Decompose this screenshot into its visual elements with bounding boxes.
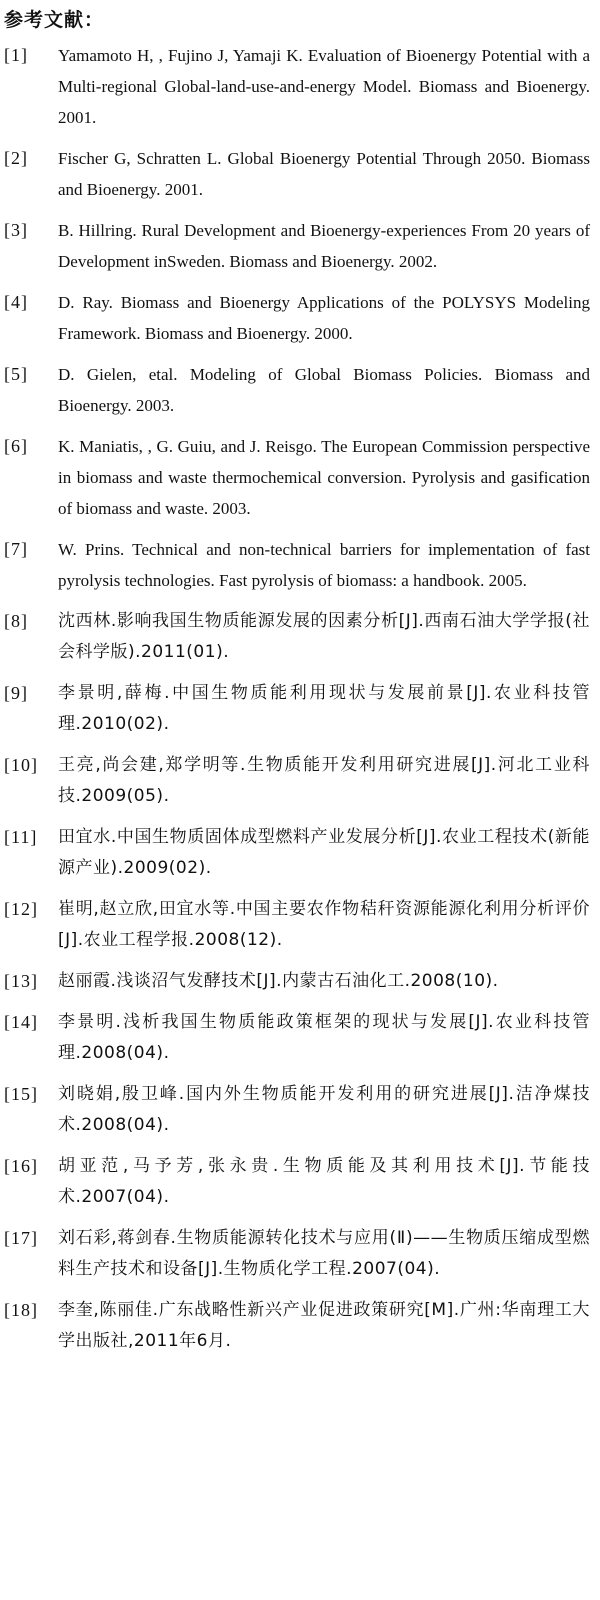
reference-text: 刘石彩,蒋剑春.生物质能源转化技术与应用(Ⅱ)——生物质压缩成型燃料生产技术和设备[J].生物质化学工程.2007(04). — [58, 1228, 590, 1279]
reference-number: [8] — [4, 611, 28, 631]
reference-number: [18] — [4, 1300, 38, 1320]
reference-text: Yamamoto H, , Fujino J, Yamaji K. Evaluation of Bioenergy Potential with a Multi-regional Global-land-use-and-energy Model. Biomass and Bioenergy. 2001. — [58, 46, 590, 127]
reference-text: Fischer G, Schratten L. Global Bioenergy Potential Through 2050. Biomass and Bioenergy. 2001. — [58, 149, 590, 199]
reference-item — [4, 359, 590, 421]
reference-number: [3] — [4, 220, 28, 240]
reference-number: [6] — [4, 436, 28, 456]
reference-item — [4, 287, 590, 349]
reference-item — [4, 1223, 590, 1285]
reference-text: D. Ray. Biomass and Bioenergy Applications of the POLYSYS Modeling Framework. Biomass and Bioenergy. 2000. — [58, 293, 590, 343]
reference-item — [4, 822, 590, 884]
reference-number: [10] — [4, 755, 38, 775]
reference-text: D. Gielen, etal. Modeling of Global Biomass Policies. Biomass and Bioenergy. 2003. — [58, 365, 590, 415]
reference-item — [4, 1295, 590, 1357]
reference-text: 李奎,陈丽佳.广东战略性新兴产业促进政策研究[M].广州:华南理工大学出版社,2011年6月. — [58, 1300, 590, 1351]
reference-item — [4, 1151, 590, 1213]
reference-text: W. Prins. Technical and non-technical barriers for implementation of fast pyrolysis technologies. Fast pyrolysis of biomass: a handbook. 2005. — [58, 540, 590, 590]
reference-text: 李景明.浅析我国生物质能政策框架的现状与发展[J].农业科技管理.2008(04). — [58, 1012, 590, 1063]
reference-item — [4, 431, 590, 524]
reference-number: [5] — [4, 364, 28, 384]
reference-item — [4, 40, 590, 133]
reference-item — [4, 606, 590, 668]
reference-item — [4, 143, 590, 205]
reference-text: 崔明,赵立欣,田宜水等.中国主要农作物秸秆资源能源化利用分析评价[J].农业工程学报.2008(12). — [58, 899, 590, 950]
reference-item — [4, 750, 590, 812]
reference-item — [4, 1079, 590, 1141]
reference-number: [4] — [4, 292, 28, 312]
reference-text: 田宜水.中国生物质固体成型燃料产业发展分析[J].农业工程技术(新能源产业).2009(02). — [58, 827, 590, 878]
reference-text: 刘晓娟,殷卫峰.国内外生物质能开发利用的研究进展[J].洁净煤技术.2008(04). — [58, 1084, 590, 1135]
reference-text: 沈西林.影响我国生物质能源发展的因素分析[J].西南石油大学学报(社会科学版).2011(01). — [58, 611, 590, 662]
reference-number: [2] — [4, 148, 28, 168]
reference-item — [4, 534, 590, 596]
reference-number: [12] — [4, 899, 38, 919]
reference-number: [11] — [4, 827, 38, 847]
reference-item — [4, 894, 590, 956]
reference-item — [4, 678, 590, 740]
reference-text: 赵丽霞.浅谈沼气发酵技术[J].内蒙古石油化工.2008(10). — [58, 971, 499, 991]
reference-item — [4, 1007, 590, 1069]
reference-number: [13] — [4, 971, 38, 991]
reference-text: B. Hillring. Rural Development and Bioenergy-experiences From 20 years of Development inSweden. Biomass and Bioenergy. 2002. — [58, 221, 590, 271]
reference-number: [7] — [4, 539, 28, 559]
reference-number: [14] — [4, 1012, 38, 1032]
reference-number: [15] — [4, 1084, 38, 1104]
reference-number: [16] — [4, 1156, 38, 1176]
reference-text: K. Maniatis, , G. Guiu, and J. Reisgo. The European Commission perspective in biomass and waste thermochemical conversion. Pyrolysis and gasification of biomass and waste. 2003. — [58, 437, 590, 518]
reference-text: 李景明,薛梅.中国生物质能利用现状与发展前景[J].农业科技管理.2010(02). — [58, 683, 590, 734]
reference-number: [9] — [4, 683, 28, 703]
reference-number: [1] — [4, 45, 28, 65]
reference-list — [4, 40, 590, 1357]
reference-item — [4, 966, 590, 997]
reference-text: 王亮,尚会建,郑学明等.生物质能开发利用研究进展[J].河北工业科技.2009(05). — [58, 755, 590, 806]
reference-text: 胡亚范,马予芳,张永贵.生物质能及其利用技术[J].节能技术.2007(04). — [58, 1156, 590, 1207]
reference-number: [17] — [4, 1228, 38, 1248]
reference-item — [4, 215, 590, 277]
references-heading: 参考文献： — [4, 9, 105, 31]
